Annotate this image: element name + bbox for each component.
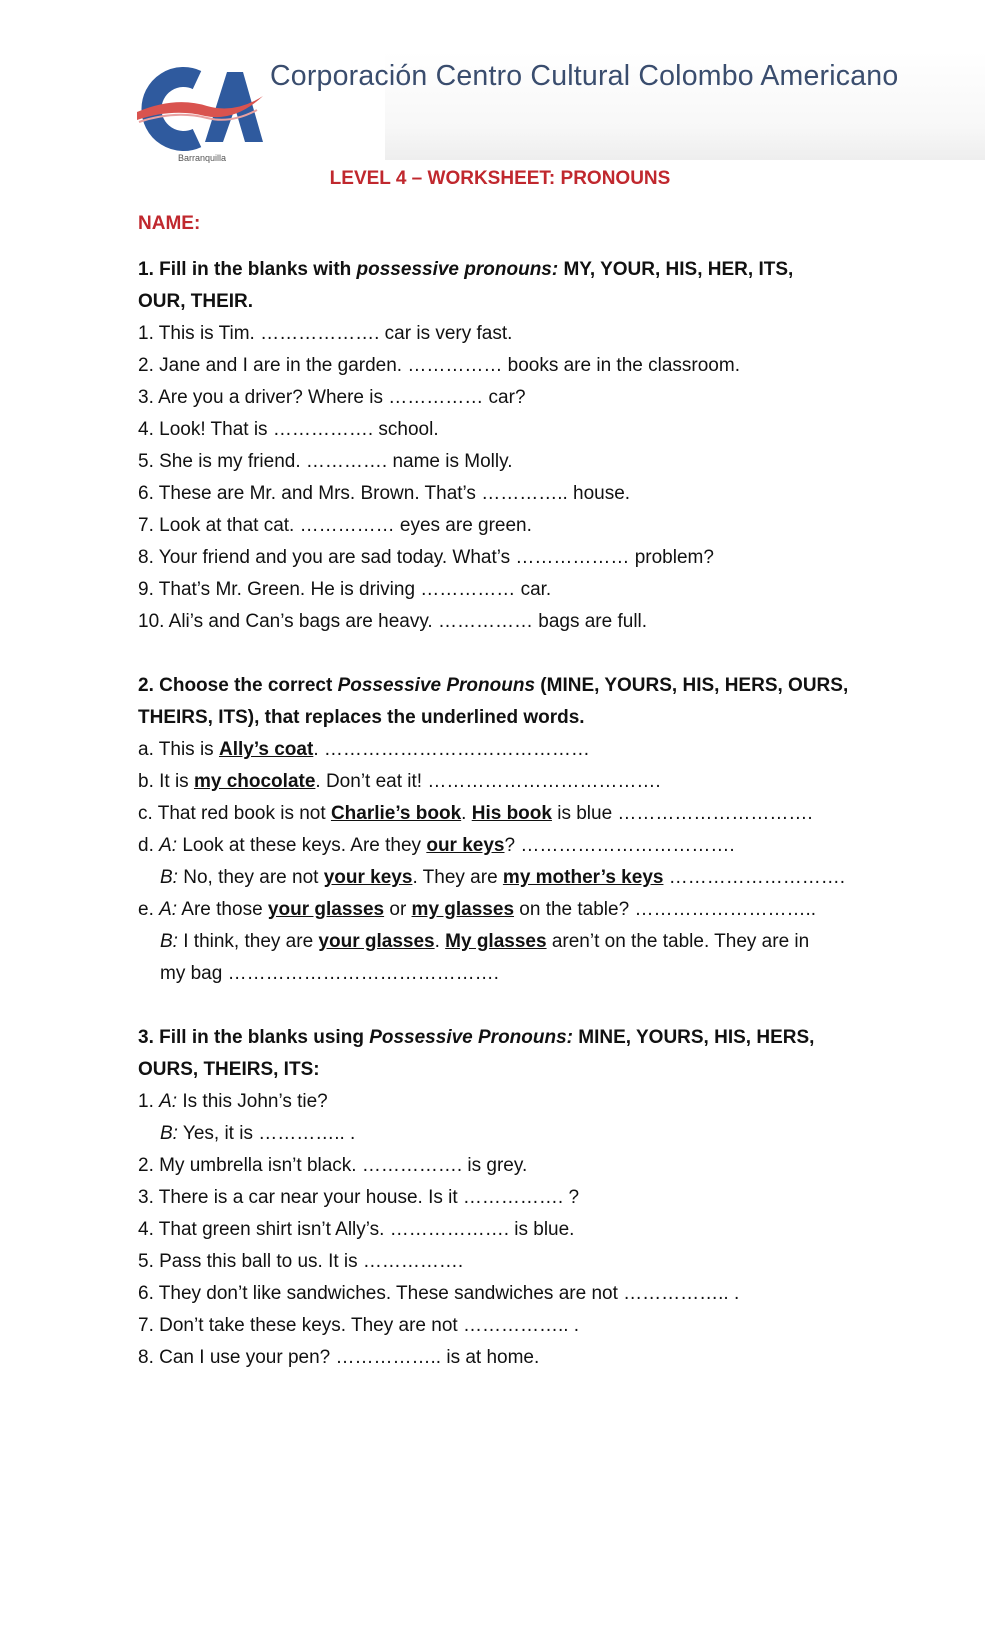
section-2-heading: 2. Choose the correct Possessive Pronouns (MINE, YOURS, HIS, HERS, OURS, — [138, 675, 849, 696]
worksheet-content — [138, 254, 858, 1374]
s1-item-2: 2. Jane and I are in the garden. …………… books are in the classroom. — [138, 355, 740, 376]
s2-item-e: e. A: Are those your glasses or my glasses on the table? ……………………….. — [138, 899, 817, 920]
s1-item-4: 4. Look! That is ……………. school. — [138, 419, 439, 440]
s1-item-1: 1. This is Tim. ………………. car is very fast. — [138, 323, 513, 344]
s1-item-3: 3. Are you a driver? Where is …………… car? — [138, 387, 526, 408]
s3-item-1: 1. A: Is this John’s tie? — [138, 1091, 328, 1112]
s3-item-8: 8. Can I use your pen? …………….. is at home. — [138, 1347, 540, 1368]
header — [135, 52, 899, 164]
section-3-heading-cont: OURS, THEIRS, ITS: — [138, 1059, 320, 1080]
name-label: NAME: — [138, 213, 201, 234]
s3-item-4: 4. That green shirt isn’t Ally’s. ………………. is blue. — [138, 1219, 575, 1240]
s2-item-d: d. A: Look at these keys. Are they our keys? ……………………………. — [138, 835, 735, 856]
s1-item-10: 10. Ali’s and Can’s bags are heavy. …………… bags are full. — [138, 611, 648, 632]
s2-item-b: b. It is my chocolate. Don’t eat it! ………………………………. — [138, 771, 661, 792]
s2-item-a: a. This is Ally’s coat. …………………………………… — [138, 739, 590, 760]
s2-item-d-reply: B: No, they are not your keys. They are my mother’s keys ………………………. — [160, 867, 846, 888]
org-name: Corporación Centro Cultural Colombo Americano — [270, 60, 899, 92]
worksheet-title: LEVEL 4 – WORKSHEET: PRONOUNS — [329, 168, 671, 189]
s3-item-6: 6. They don’t like sandwiches. These sandwiches are not …………….. . — [138, 1283, 740, 1304]
s2-item-e-reply: B: I think, they are your glasses. My glasses aren’t on the table. They are in — [160, 931, 810, 952]
org-logo — [135, 60, 265, 160]
s1-item-6: 6. These are Mr. and Mrs. Brown. That’s ………….. house. — [138, 483, 631, 504]
s1-item-8: 8. Your friend and you are sad today. What’s ……………… problem? — [138, 547, 714, 568]
s3-item-7: 7. Don’t take these keys. They are not …………….. . — [138, 1315, 580, 1336]
s2-item-c: c. That red book is not Charlie’s book. His book is blue …………………………. — [138, 803, 813, 824]
s2-item-e-reply-cont: my bag ……………………………………. — [160, 963, 499, 984]
s3-item-1-reply: B: Yes, it is ………….. . — [160, 1123, 356, 1144]
s3-item-3: 3. There is a car near your house. Is it ……………. ? — [138, 1187, 580, 1208]
section-1-heading-cont: OUR, THEIR. — [138, 291, 254, 312]
section-1-heading: 1. Fill in the blanks with possessive pronouns: MY, YOUR, HIS, HER, ITS, — [138, 259, 794, 280]
section-3-heading: 3. Fill in the blanks using Possessive Pronouns: MINE, YOURS, HIS, HERS, — [138, 1027, 815, 1048]
s3-item-5: 5. Pass this ball to us. It is ……………. — [138, 1251, 464, 1272]
org-city: Barranquilla — [178, 153, 227, 163]
s1-item-5: 5. She is my friend. …………. name is Molly. — [138, 451, 513, 472]
s1-item-9: 9. That’s Mr. Green. He is driving …………… car. — [138, 579, 552, 600]
section-2-heading-cont: THEIRS, ITS), that replaces the underlined words. — [138, 707, 585, 728]
s1-item-7: 7. Look at that cat. …………… eyes are green. — [138, 515, 532, 536]
s3-item-2: 2. My umbrella isn’t black. ……………. is grey. — [138, 1155, 528, 1176]
